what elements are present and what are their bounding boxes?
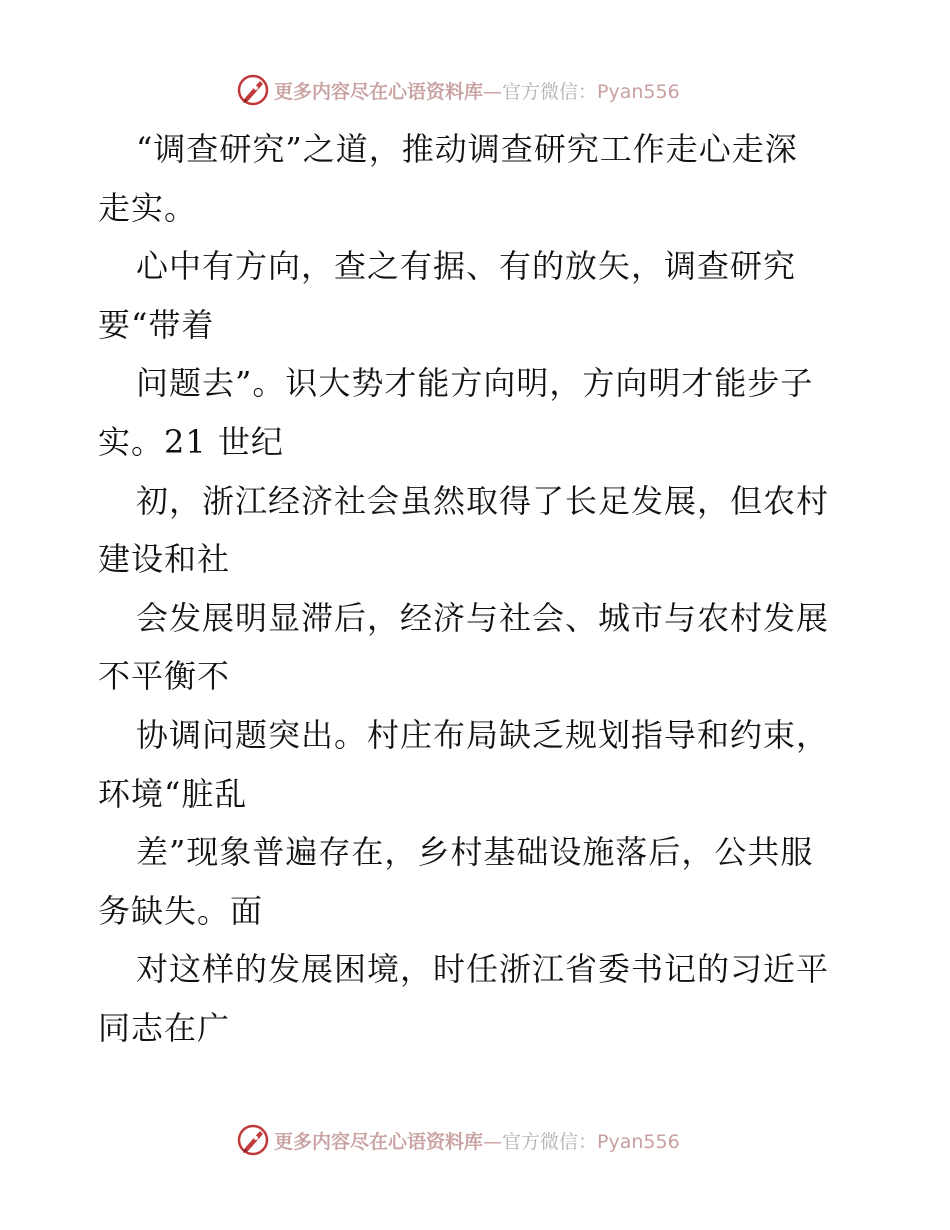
text-line: 心中有方向，查之有据、有的放矢，调查研究: [136, 247, 797, 286]
text-line: 差”现象普遍存在，乡村基础设施落后，公共服: [136, 833, 814, 872]
text-line: 会发展明显滞后，经济与社会、城市与农村发展: [136, 598, 830, 637]
text-line: 走实。: [98, 188, 198, 227]
header-banner-main: 更多内容尽在心语资料库: [274, 80, 484, 103]
text-line: 要“带着: [98, 305, 215, 344]
footer-banner-wechat: 官方微信：: [502, 1130, 598, 1153]
header-banner-id: Pyan556: [597, 80, 680, 103]
text-line: 环境“脏乱: [98, 774, 248, 813]
text-line: 建设和社: [98, 540, 231, 579]
header-banner: [236, 72, 716, 108]
text-line: 不平衡不: [98, 657, 231, 696]
text-line: 同志在广: [98, 1008, 231, 1047]
pen-logo-icon: [236, 1123, 270, 1157]
footer-banner-dash: —: [483, 1130, 503, 1153]
pen-logo-icon: [236, 73, 270, 107]
footer-banner-text: [274, 1127, 680, 1154]
header-banner-text: [274, 77, 680, 104]
footer-banner: [236, 1122, 716, 1158]
text-line: 务缺失。面: [98, 891, 264, 930]
body-text: [98, 120, 858, 1058]
text-line: “调查研究”之道，推动调查研究工作走心走深: [136, 130, 798, 168]
header-banner-wechat: 官方微信：: [502, 80, 598, 103]
header-banner-dash: —: [483, 80, 503, 103]
text-line: 初，浙江经济社会虽然取得了长足发展，但农村: [136, 481, 830, 520]
footer-banner-id: Pyan556: [597, 1130, 680, 1153]
text-line: 对这样的发展困境，时任浙江省委书记的习近平: [136, 950, 830, 989]
text-line: 问题去”。识大势才能方向明，方向明才能步子: [136, 364, 814, 403]
text-line: 实。21 世纪: [98, 422, 284, 461]
text-line: 协调问题突出。村庄布局缺乏规划指导和约束，: [136, 715, 830, 754]
footer-banner-main: 更多内容尽在心语资料库: [274, 1130, 484, 1153]
